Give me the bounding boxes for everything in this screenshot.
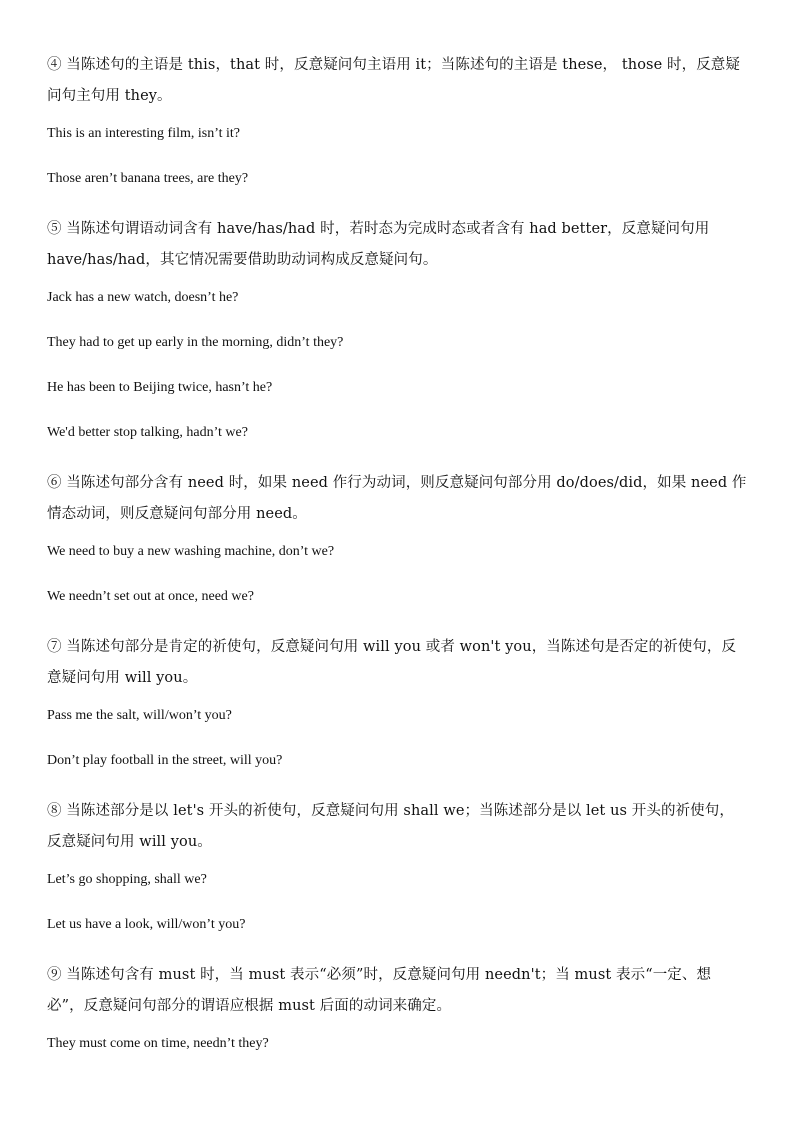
rule-8: ⑧ 当陈述部分是以 let's 开头的祈使句，反意疑问句用 shall we；当陈述部分是以 let us 开头的祈使句，反意疑问句用 will you。	[47, 803, 734, 850]
rule-9: ⑨ 当陈述句含有 must 时，当 must 表示“必须”时，反意疑问句用 needn't；当 must 表示“一定、想必”，反意疑问句部分的谓语应根据 must 后面的动词来确定。	[47, 967, 712, 1014]
rule-4: ④ 当陈述句的主语是 this，that 时，反意疑问句主语用 it；当陈述句的主语是 these， those 时，反意疑问句主句用 they。	[47, 57, 740, 104]
example-sentence: They had to get up early in the morning, didn’t they?	[47, 335, 344, 350]
example-sentence: We need to buy a new washing machine, don’t we?	[47, 544, 335, 559]
document-page	[47, 50, 747, 1079]
rule-7: ⑦ 当陈述句部分是肯定的祈使句，反意疑问句用 will you 或者 won't you，当陈述句是否定的祈使句，反意疑问句用 will you。	[47, 639, 737, 686]
example-sentence: Don’t play football in the street, will you?	[47, 753, 283, 768]
example-sentence: Let us have a look, will/won’t you?	[47, 917, 246, 932]
example-sentence: Those aren’t banana trees, are they?	[47, 171, 249, 186]
example-sentence: Jack has a new watch, doesn’t he?	[47, 290, 239, 305]
example-sentence: Let’s go shopping, shall we?	[47, 872, 207, 887]
example-sentence: This is an interesting film, isn’t it?	[47, 126, 240, 141]
example-sentence: We needn’t set out at once, need we?	[47, 589, 254, 604]
example-sentence: He has been to Beijing twice, hasn’t he?	[47, 380, 273, 395]
rule-6: ⑥ 当陈述句部分含有 need 时，如果 need 作行为动词，则反意疑问句部分用 do/does/did，如果 need 作情态动词，则反意疑问句部分用 need。	[47, 475, 747, 522]
example-sentence: We'd better stop talking, hadn’t we?	[47, 425, 248, 440]
example-sentence: They must come on time, needn’t they?	[47, 1036, 269, 1051]
rule-5: ⑤ 当陈述句谓语动词含有 have/has/had 时，若时态为完成时态或者含有 had better，反意疑问句用 have/has/had，其它情况需要借助助动词构成反意疑问句。	[47, 221, 710, 268]
example-sentence: Pass me the salt, will/won’t you?	[47, 708, 232, 723]
